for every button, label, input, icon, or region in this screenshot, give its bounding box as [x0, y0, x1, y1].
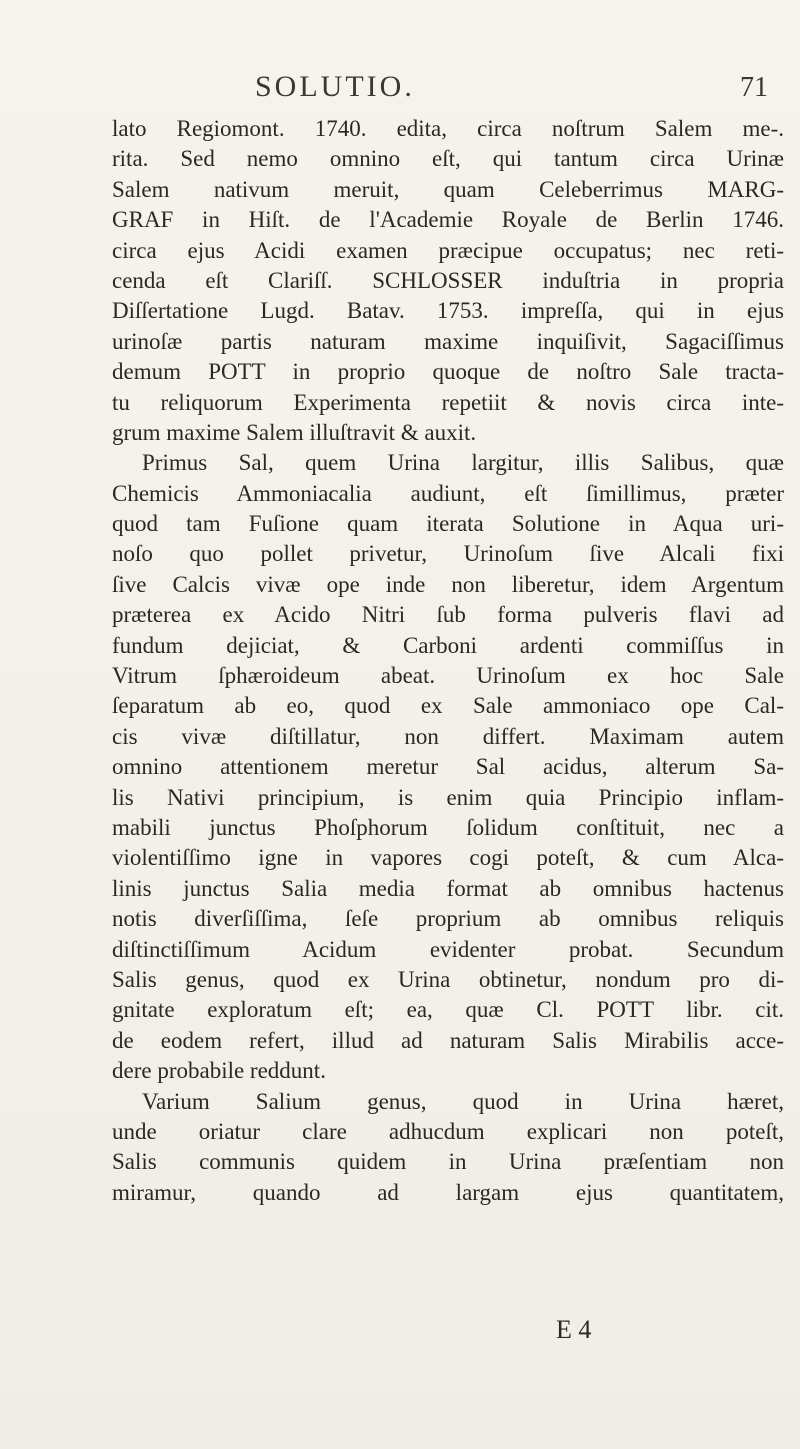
text-line: notis diverſiſſima, ſeſe proprium ab omnibus reliquis [112, 906, 784, 932]
text-line: miramur, quando ad largam ejus quantitatem, [112, 1179, 784, 1205]
body-text [112, 114, 784, 1208]
text-line: cenda eſt Clariſſ. SCHLOSSER induſtria in propria [112, 267, 784, 293]
text-line: rita. Sed nemo omnino eſt, qui tantum circa Urinæ [112, 146, 784, 172]
text-line: unde oriatur clare adhucdum explicari non poteſt, [112, 1118, 784, 1144]
text-line: præterea ex Acido Nitri ſub forma pulveris flavi ad [112, 602, 784, 628]
text-line: Salem nativum meruit, quam Celeberrimus MARG- [112, 176, 784, 202]
text-line: ſeparatum ab eo, quod ex Sale ammoniaco ope Cal- [112, 693, 784, 719]
text-line: gnitate exploratum eſt; ea, quæ Cl. POTT libr. cit. [112, 997, 784, 1023]
text-line: urinoſæ partis naturam maxime inquiſivit, Sagaciſſimus [112, 328, 784, 354]
text-line: ſive Calcis vivæ ope inde non liberetur, idem Argentum [112, 571, 784, 597]
page-number: 71 [740, 72, 768, 103]
text-line: Salis genus, quod ex Urina obtinetur, nondum pro di- [112, 966, 784, 992]
text-line: lato Regiomont. 1740. edita, circa noſtrum Salem me-. [112, 116, 784, 141]
text-line: fundum dejiciat, & Carboni ardenti commiſſus in [112, 632, 784, 658]
text-line: grum maxime Salem illuſtravit & auxit. [112, 419, 477, 445]
text-line: de eodem refert, illud ad naturam Salis Mirabilis acce- [112, 1027, 784, 1053]
text-line: GRAF in Hiſt. de l'Academie Royale de Berlin 1746. [112, 207, 784, 233]
text-line: Vitrum ſphæroideum abeat. Urinoſum ex hoc Sale [112, 663, 784, 689]
text-line: Chemicis Ammoniacalia audiunt, eſt ſimillimus, præter [112, 480, 784, 506]
text-line: lis Nativi principium, is enim quia Principio inflam- [112, 784, 784, 810]
text-line: Primus Sal, quem Urina largitur, illis Salibus, quæ [142, 450, 784, 476]
text-line: quod tam Fuſione quam iterata Solutione in Aqua uri- [112, 511, 784, 537]
text-line: Diſſertatione Lugd. Batav. 1753. impreſſa, qui in ejus [112, 298, 784, 324]
running-title: SOLUTIO. [255, 70, 415, 103]
text-line: diſtinctiſſimum Acidum evidenter probat. Secundum [112, 936, 784, 962]
text-line: circa ejus Acidi examen præcipue occupatus; nec reti- [112, 237, 784, 263]
text-line: Varium Salium genus, quod in Urina hæret, [142, 1088, 784, 1114]
text-line: Salis communis quidem in Urina præſentiam non [112, 1149, 784, 1175]
text-line: dere probabile reddunt. [112, 1058, 326, 1084]
text-line: violentiſſimo igne in vapores cogi poteſt, & cum Alca- [112, 845, 784, 871]
text-line: noſo quo pollet privetur, Urinoſum ſive Alcali fixi [112, 541, 784, 567]
running-head [0, 70, 800, 110]
text-line: cis vivæ diſtillatur, non differt. Maximam autem [112, 723, 784, 749]
text-line: linis junctus Salia media format ab omnibus hactenus [112, 875, 784, 901]
text-line: mabili junctus Phoſphorum ſolidum conſtituit, nec a [112, 814, 784, 840]
signature-mark: E 4 [556, 1315, 592, 1344]
text-line: omnino attentionem meretur Sal acidus, alterum Sa- [112, 754, 784, 780]
text-line: demum POTT in proprio quoque de noſtro Sale tracta- [112, 359, 784, 385]
text-line: tu reliquorum Experimenta repetiit & novis circa inte- [112, 389, 784, 415]
